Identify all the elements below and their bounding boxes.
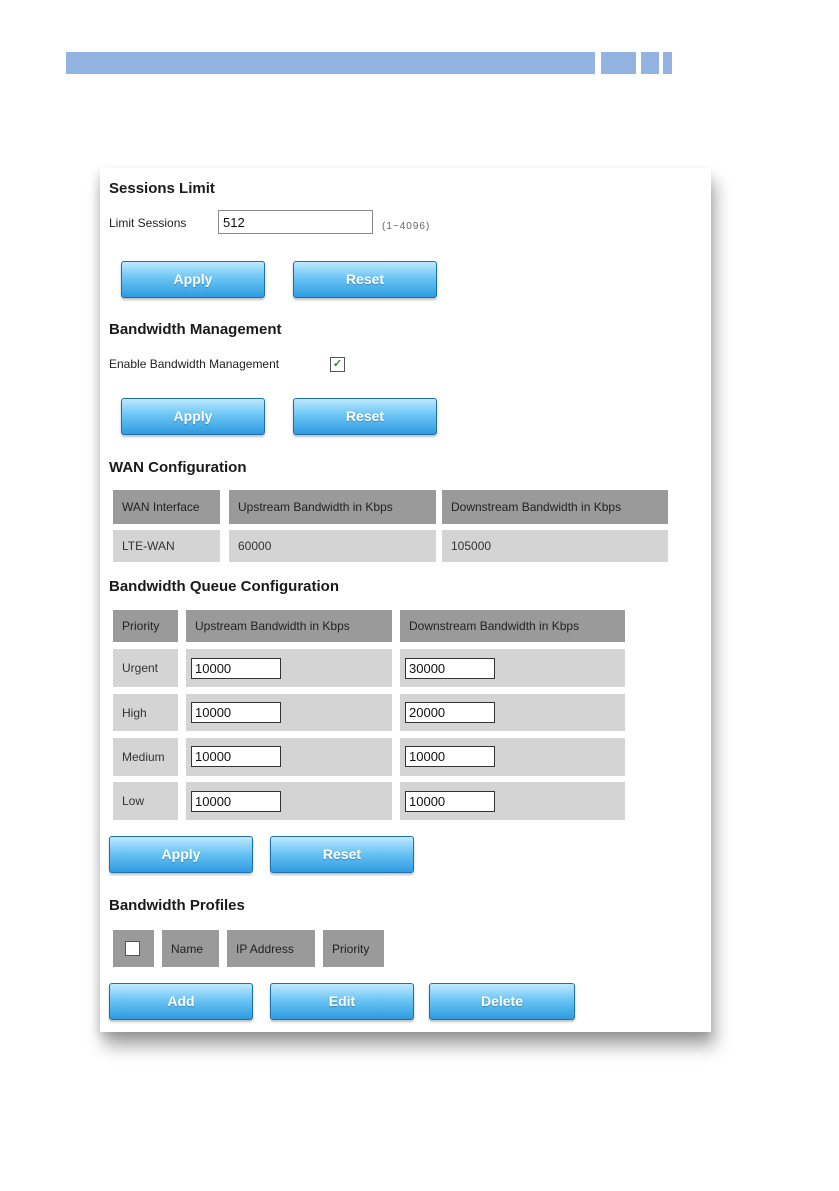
profiles-delete-button[interactable]: Delete: [429, 983, 575, 1020]
wan-cell-downstream: 105000: [442, 530, 668, 562]
wan-configuration-title: WAN Configuration: [109, 459, 247, 476]
queue-apply-button[interactable]: Apply: [109, 836, 253, 873]
queue-row-priority: Medium: [113, 738, 178, 776]
queue-row-priority: Low: [113, 782, 178, 820]
wan-header-interface: WAN Interface: [113, 490, 220, 524]
queue-configuration-title: Bandwidth Queue Configuration: [109, 578, 339, 595]
page-header-bar: [66, 52, 595, 74]
profiles-add-button[interactable]: Add: [109, 983, 253, 1020]
enable-bandwidth-label: Enable Bandwidth Management: [109, 357, 280, 371]
sessions-limit-title: Sessions Limit: [109, 180, 215, 197]
sessions-apply-button[interactable]: Apply: [121, 261, 265, 298]
low-downstream-input[interactable]: [405, 791, 495, 812]
limit-sessions-label: Limit Sessions: [109, 216, 187, 230]
profiles-header-name: Name: [162, 930, 219, 967]
profiles-header-priority: Priority: [323, 930, 384, 967]
profiles-select-all-cell: [113, 930, 154, 967]
bandwidth-profiles-title: Bandwidth Profiles: [109, 897, 245, 914]
profiles-select-all-checkbox[interactable]: [125, 941, 140, 956]
enable-bandwidth-checkbox[interactable]: [330, 357, 345, 372]
bandwidth-reset-button[interactable]: Reset: [293, 398, 437, 435]
wan-cell-upstream: 60000: [229, 530, 436, 562]
page-header-block: [601, 52, 636, 74]
profiles-edit-button[interactable]: Edit: [270, 983, 414, 1020]
queue-row-priority: High: [113, 694, 178, 731]
limit-sessions-input[interactable]: [218, 210, 373, 234]
bandwidth-management-title: Bandwidth Management: [109, 321, 282, 338]
queue-header-downstream: Downstream Bandwidth in Kbps: [400, 610, 625, 642]
wan-header-upstream: Upstream Bandwidth in Kbps: [229, 490, 436, 524]
limit-sessions-range-hint: (1~4096): [382, 221, 431, 232]
wan-cell-interface: LTE-WAN: [113, 530, 220, 562]
medium-downstream-input[interactable]: [405, 746, 495, 767]
queue-header-upstream: Upstream Bandwidth in Kbps: [186, 610, 392, 642]
queue-row-priority: Urgent: [113, 649, 178, 687]
page-header-block: [663, 52, 672, 74]
urgent-downstream-input[interactable]: [405, 658, 495, 679]
sessions-reset-button[interactable]: Reset: [293, 261, 437, 298]
profiles-header-ip: IP Address: [227, 930, 315, 967]
wan-header-downstream: Downstream Bandwidth in Kbps: [442, 490, 668, 524]
high-upstream-input[interactable]: [191, 702, 281, 723]
queue-reset-button[interactable]: Reset: [270, 836, 414, 873]
check-mark-icon: ✓: [332, 358, 343, 370]
low-upstream-input[interactable]: [191, 791, 281, 812]
settings-panel: [100, 168, 711, 1032]
urgent-upstream-input[interactable]: [191, 658, 281, 679]
high-downstream-input[interactable]: [405, 702, 495, 723]
medium-upstream-input[interactable]: [191, 746, 281, 767]
bandwidth-apply-button[interactable]: Apply: [121, 398, 265, 435]
page-header-block: [641, 52, 659, 74]
queue-header-priority: Priority: [113, 610, 178, 642]
